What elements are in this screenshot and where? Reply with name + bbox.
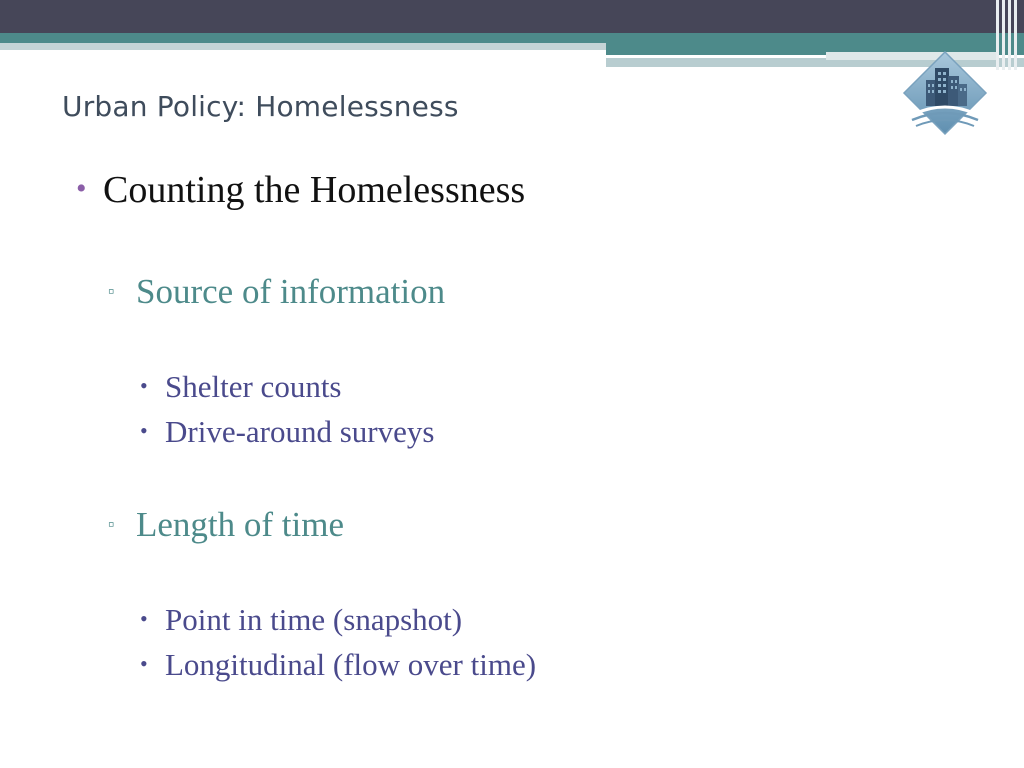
section-heading-text: Source of information — [136, 272, 446, 311]
list-item-point-in-time — [140, 602, 462, 638]
slide-title: Urban Policy: Homelessness — [62, 90, 459, 123]
list-item-text: Point in time (snapshot) — [165, 602, 463, 637]
dot-bullet-icon: • — [140, 651, 148, 676]
section-heading-source — [108, 272, 445, 312]
round-bullet-icon: • — [76, 172, 87, 205]
square-bullet-icon: ▫ — [108, 281, 115, 301]
list-item-text: Shelter counts — [165, 369, 342, 404]
square-bullet-icon: ▫ — [108, 514, 115, 534]
main-bullet — [76, 168, 525, 212]
list-item-text: Longitudinal (flow over time) — [165, 647, 537, 682]
list-item-drive-around-surveys — [140, 414, 434, 450]
section-heading-length — [108, 505, 344, 545]
list-item-text: Drive-around surveys — [165, 414, 435, 449]
dot-bullet-icon: • — [140, 373, 148, 398]
main-bullet-text: Counting the Homelessness — [103, 169, 526, 211]
list-item-longitudinal — [140, 647, 536, 683]
dot-bullet-icon: • — [140, 606, 148, 631]
list-item-shelter-counts — [140, 369, 342, 405]
dot-bullet-icon: • — [140, 418, 148, 443]
section-heading-text: Length of time — [136, 505, 345, 544]
